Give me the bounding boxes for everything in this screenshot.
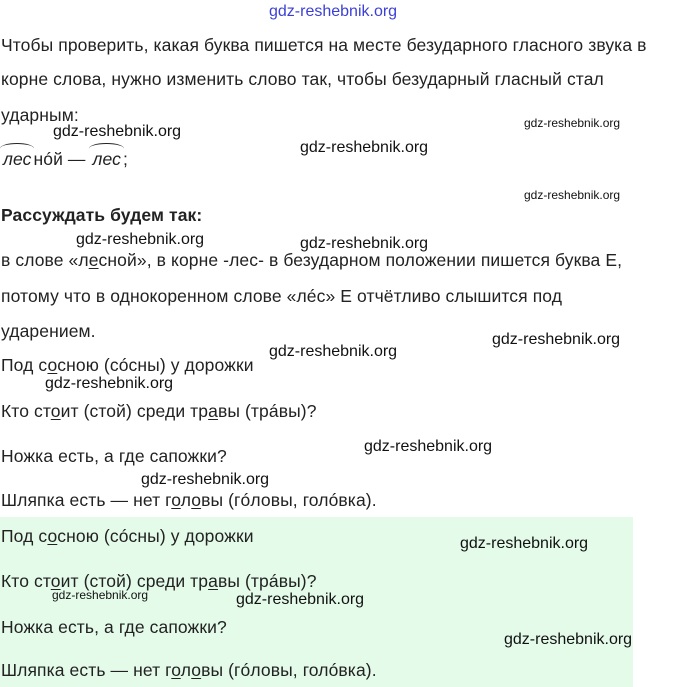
reasoning-line-2: потому что в однокоренном слове «лéс» Е отчётливо слышится под (1, 286, 563, 306)
vowel-letter: е (88, 250, 99, 270)
vowel-letter: о (50, 401, 61, 421)
answer-line-4 (1, 660, 377, 680)
watermark: gdz-reshebnik.org (300, 139, 429, 156)
reasoning-line-1 (1, 250, 622, 270)
intro-line-2: корне слова, нужно изменить слово так, чтобы безударный гласный стал (1, 69, 604, 89)
example-end: ; (122, 149, 128, 169)
watermark: gdz-reshebnik.org (524, 188, 621, 202)
poem-text: л (180, 490, 192, 510)
poem-line-4 (1, 490, 377, 510)
poem-line-3: Ножка есть, а где сапожки? (1, 446, 227, 466)
poem-text: Кто ст (1, 571, 51, 591)
poem-text: вы (трáвы)? (217, 401, 317, 421)
intro-line-1: Чтобы проверить, какая буква пишется на месте безударного гласного звука в (1, 35, 647, 55)
watermark: gdz-reshebnik.org (300, 235, 429, 252)
watermark: gdz-reshebnik.org (460, 535, 589, 552)
poem-text: ит (стой) среди тр (60, 401, 209, 421)
watermark: gdz-reshebnik.org (52, 588, 149, 602)
poem-line-1 (1, 355, 254, 375)
vowel-letter: а (208, 571, 218, 591)
poem-text: сною (сóсны) у дорожки (57, 526, 254, 546)
poem-text: Под с (1, 526, 48, 546)
poem-text: Шляпка есть — нет г (1, 490, 172, 510)
answer-line-3: Ножка есть, а где сапожки? (1, 617, 227, 637)
vowel-letter: о (47, 526, 58, 546)
poem-text: ит (стой) среди тр (60, 571, 209, 591)
intro-line-3: ударным: (1, 105, 79, 125)
vowel-letter: о (50, 571, 61, 591)
reasoning-text: в слове «л (1, 250, 89, 270)
example-line (1, 149, 128, 169)
vowel-letter: о (191, 490, 202, 510)
answer-line-1 (1, 526, 254, 546)
poem-text: л (180, 660, 192, 680)
watermark: gdz-reshebnik.org (504, 631, 633, 648)
watermark: gdz-reshebnik.org (45, 375, 174, 392)
reasoning-text: сной», в корне -лес- в безударном положении пишется буква Е, (98, 250, 623, 270)
poem-text: Под с (1, 355, 48, 375)
top-watermark: gdz-reshebnik.org (269, 3, 398, 20)
poem-text: Кто ст (1, 401, 51, 421)
vowel-letter: о (171, 660, 181, 680)
poem-text: Шляпка есть — нет г (1, 660, 172, 680)
reasoning-line-3: ударением. (1, 321, 96, 341)
watermark: gdz-reshebnik.org (53, 123, 182, 140)
vowel-letter: о (171, 490, 181, 510)
poem-text: вы (гóловы, голóвка). (201, 660, 377, 680)
poem-line-2 (1, 401, 317, 421)
watermark: gdz-reshebnik.org (236, 591, 365, 608)
root-arc-1: лес (3, 149, 32, 169)
vowel-letter: а (208, 401, 218, 421)
vowel-letter: о (191, 660, 202, 680)
root-arc-2: лес (92, 149, 121, 169)
reasoning-heading: Рассуждать будем так: (1, 205, 203, 225)
poem-text: сною (сóсны) у дорожки (57, 355, 254, 375)
vowel-letter: о (47, 355, 58, 375)
answer-line-2 (1, 571, 317, 591)
poem-text: вы (гóловы, голóвка). (201, 490, 377, 510)
watermark: gdz-reshebnik.org (492, 331, 621, 348)
watermark: gdz-reshebnik.org (76, 231, 205, 248)
watermark: gdz-reshebnik.org (524, 116, 621, 130)
watermark: gdz-reshebnik.org (141, 471, 270, 488)
poem-text: вы (трáвы)? (217, 571, 317, 591)
watermark: gdz-reshebnik.org (364, 438, 493, 455)
example-suffix: нóй — (33, 149, 86, 169)
watermark: gdz-reshebnik.org (269, 343, 398, 360)
